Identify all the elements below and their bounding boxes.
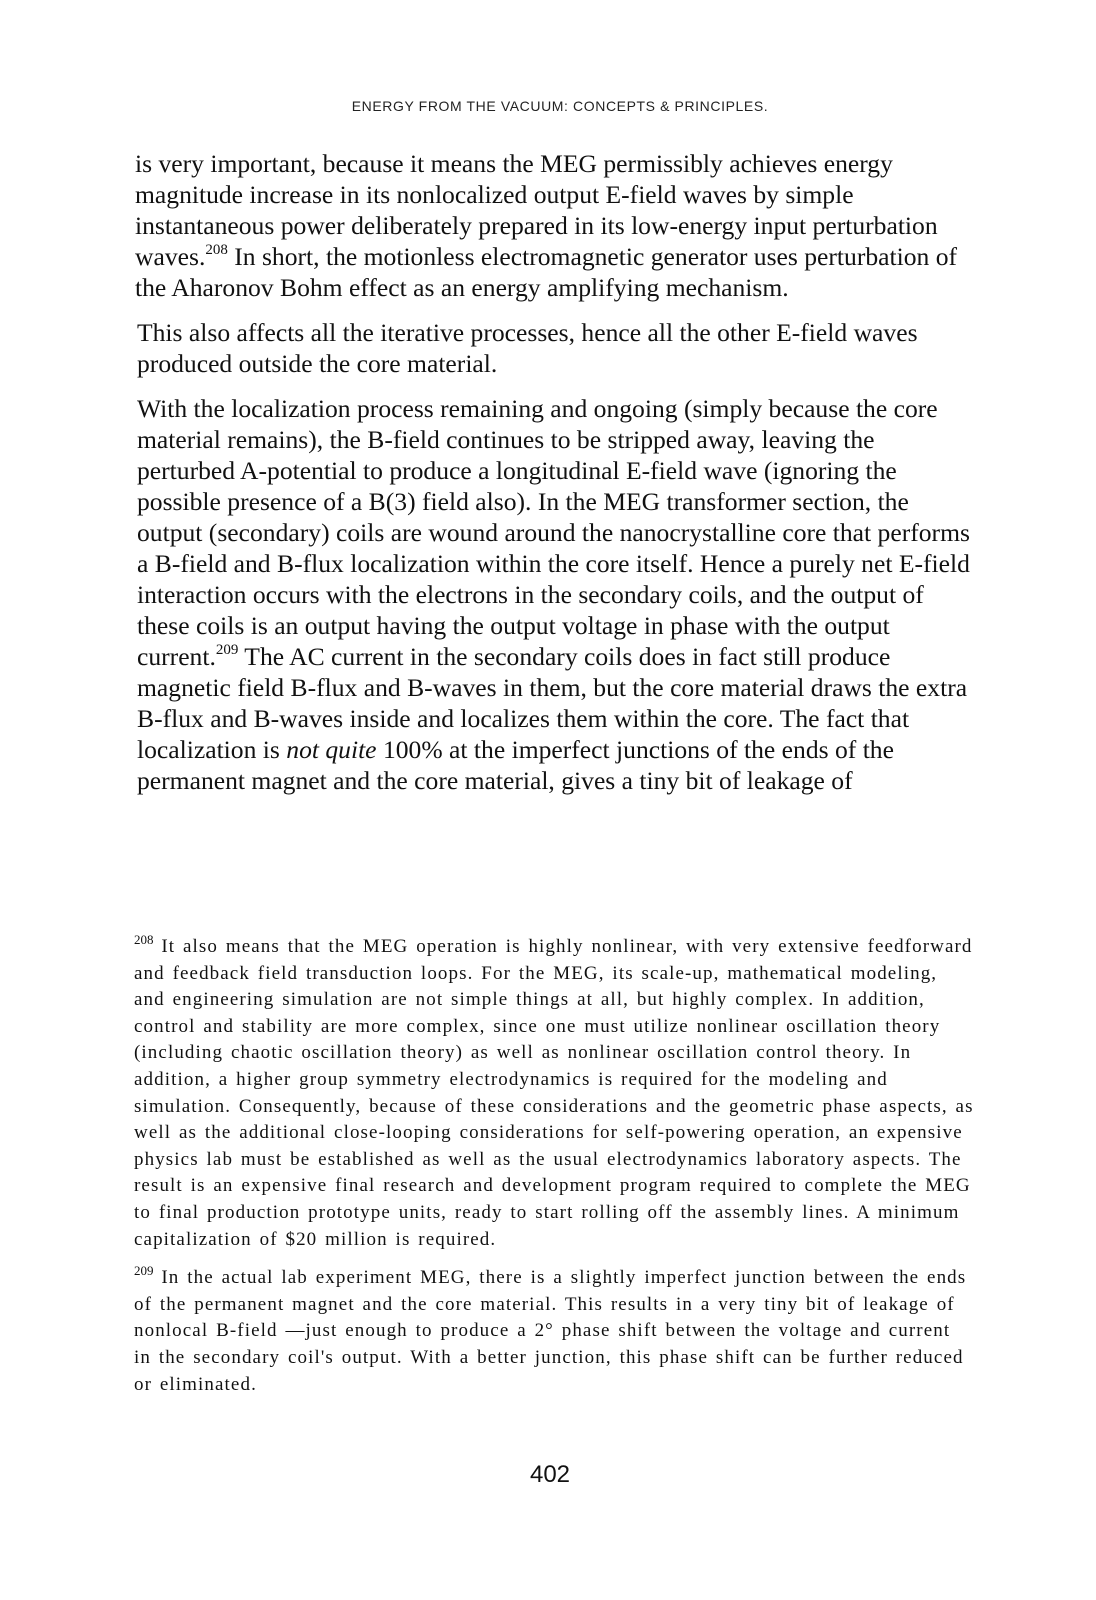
footnote-209 — [134, 1265, 974, 1398]
footnote-ref-208[interactable]: 208 — [205, 242, 228, 258]
paragraph-2: This also affects all the iterative processes, hence all the other E-field waves produced outside the core material. — [137, 318, 918, 378]
page-number: 402 — [529, 1461, 571, 1488]
main-text — [135, 148, 975, 810]
running-head: ENERGY FROM THE VACUUM: CONCEPTS & PRINCIPLES. — [351, 98, 769, 114]
paragraph-1-text-continued: In short, the motionless electromagnetic generator uses perturbation of the Aharonov Bohm effect as an energy amplifying mechanism. — [135, 242, 958, 302]
paragraph-3-text-continued: The AC current in the secondary coils does in fact still produce magnetic field B-flux and B-waves in them, but the core material draws the extra B-flux and B-waves inside and localizes them within the core. The fact that localization is — [137, 642, 968, 764]
paragraph-3-text: With the localization process remaining and ongoing (simply because the core material remains), the B-field continues to be stripped away, leaving the perturbed A-potential to produce a longitudinal E-field wave (ignoring the possible presence of a B(3) field also). In the MEG transformer section, the output (secondary) coils are wound around the nanocrystalline core that performs a B-field and B-flux localization within the core itself. Hence a purely net E-field interaction occurs with the electrons in the secondary coils, and the output of these coils is an output having the output voltage in phase with the output current. — [137, 394, 970, 671]
footnote-208 — [134, 934, 974, 1253]
paragraph-3-text-end: 100% at the imperfect junctions of the ends of the permanent magnet and the core material, gives a tiny bit of leakage of — [137, 735, 894, 795]
footnote-208-text: It also means that the MEG operation is highly nonlinear, with very extensive feedforward and feedback field transduction loops. For the MEG, its scale-up, mathematical modeling, and engineering simulation are not simple things at all, but highly complex. In addition, control and stability are more complex, since one must utilize nonlinear oscillation theory (including chaotic oscillation theory) as well as nonlinear oscillation control theory. In addition, a higher group symmetry electrodynamics is required for the modeling and simulation. Consequently, because of these considerations and the geometric phase aspects, as well as the additional close-looping considerations for self-powering operation, an expensive physics lab must be established as well as the usual electrodynamics laboratory aspects. The result is an expensive final research and development program required to complete the MEG to final production prototype units, ready to start rolling off the assembly lines. A minimum capitalization of $20 million is required. — [134, 936, 974, 1250]
footnote-number-209: 209 — [134, 1263, 154, 1279]
footnote-ref-209[interactable]: 209 — [215, 642, 239, 658]
paragraph-1-text: is very important, because it means the MEG permissibly achieves energy magnitude increase in its nonlocalized output E-field waves by simple instantaneous power deliberately prepared in its low-energy input perturbation waves. — [135, 149, 938, 271]
footnotes — [134, 934, 974, 1410]
footnote-number-208: 208 — [134, 932, 154, 947]
paragraph-3 — [137, 393, 975, 796]
footnote-209-text: In the actual lab experiment MEG, there is a slightly imperfect junction between the ends of the permanent magnet and the core material. This results in a very tiny bit of leakage of nonlocal B-field —just enough to produce a 2° phase shift between the voltage and current in the secondary coil's output. With a better junction, this phase shift can be further reduced or eliminated. — [134, 1267, 967, 1395]
paragraph-1 — [135, 148, 975, 303]
emphasis-text: not quite — [286, 735, 377, 764]
